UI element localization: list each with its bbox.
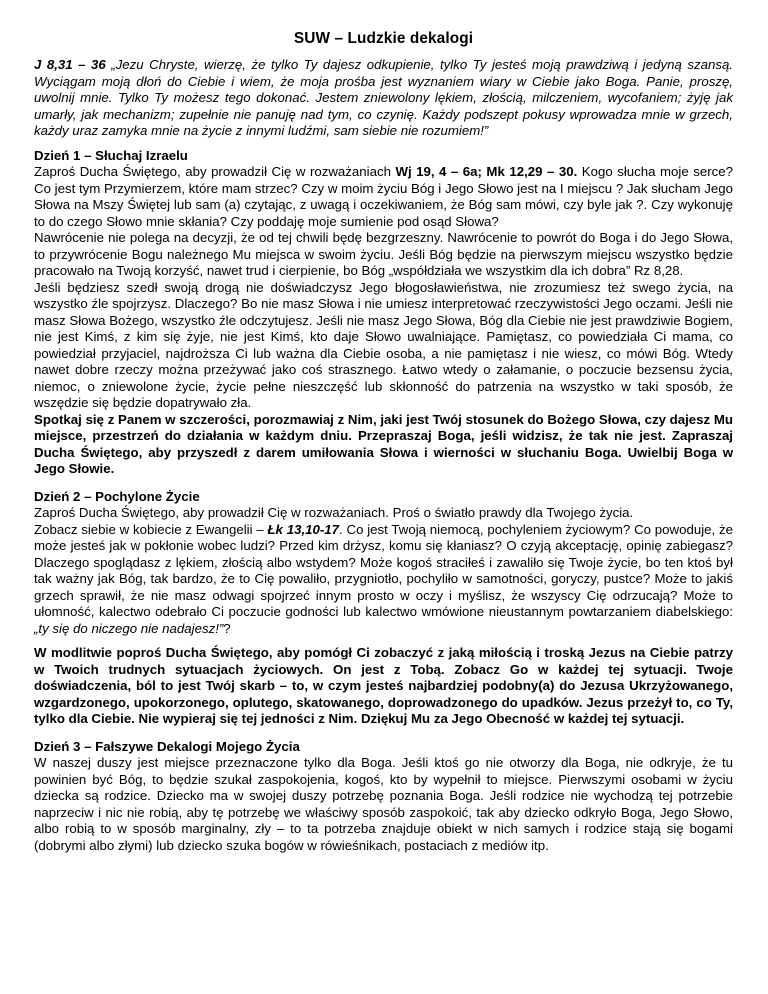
day1-section: [34, 148, 733, 478]
day2-scripture-ref: Łk 13,10-17: [267, 521, 340, 537]
page-title: SUW – Ludzkie dekalogi: [293, 30, 474, 47]
day1-p1-a: Zaproś Ducha Świętego, aby prowadził Cię w rozważaniach: [34, 164, 396, 179]
day3-paragraph-1: W naszej duszy jest miejsce przeznaczone tylko dla Boga. Jeśli ktoś go nie otworzy dla Boga, nie odkryje, że tu powinien być Bóg, to będzie szukał zaspokojenia, kogoś, kto by wypełnił to miejsce. Pierwszymi osobami w życiu dziecka są rodzice. Dziecko ma w swojej duszy potrzebę poznania Boga. Jeśli rodzice nie wychodzą tej potrzebie naprzeciw i nic nie robią, aby tę potrzebę we właściwy sposób zaspokoić, tak aby dziecko odkryło Boga, Jego Słowo, albo robią to w sposób marginalny, zły – to ta potrzeba znajduje obiekt w nich samych i rodzice stają się bogami (dobrymi albo złymi) lub dziecko szuka bogów w rówieśnikach, postaciach z mediów itp.: [34, 755, 733, 853]
intro-prayer: [34, 57, 733, 140]
intro-text: „Jezu Chryste, wierzę, że tylko Ty dajesz odkupienie, tylko Ty jesteś moją prawdziwą i jedyną szansą. Wyciągam moją dłoń do Ciebie i wiem, że moja prośba jest wyznaniem wiary w Ciebie jako Boga. Panie, proszę, uwolnij mnie. Tylko Ty możesz tego dokonać. Jestem zniewolony lękiem, złością, milczeniem, wycofaniem; żyję jak umarły, jak mechanizm; zupełnie nie panuję nad tym, co czynię. Każdy podszept pokusy wprowadza mnie w grzech, każdy uraz zamyka mnie na życie z innymi ludźmi, sam siebie nie rozumiem!”: [34, 57, 734, 138]
day3-section: [34, 739, 733, 855]
day2-quote: „ty się do niczego nie nadajesz!”: [34, 620, 224, 636]
day3-heading: Dzień 3 – Fałszywe Dekalogi Mojego Życia: [34, 738, 300, 754]
day1-paragraph-3: Jeśli będziesz szedł swoją drogą nie doświadczysz Jego błogosławieństwa, nie zrozumiesz też swego życia, na wszystko źle spojrzysz. Dlaczego? Bo nie masz Słowa i nie umiesz interpretować rzeczywistości Jego oczami. Jeśli nie masz Słowa Bożego, wszystko źle odczytujesz. Jeśli nie masz Jego Słowa, Bóg dla Ciebie nie jest prawdziwie Bogiem, nie jest Kimś, z kim się żyje, nie jest Kimś, kto daje Słowo uwalniające. Pamiętasz, co powiedziała Ci mama, co powiedział przyjaciel, najdroższa Ci lub ważna dla Ciebie osoba, a nie pamiętasz i nie wiesz, co mówi Bóg. Wtedy nawet dobre rzeczy można przeżywać jako coś strasznego. Łatwo wtedy o załamanie, o poczucie bezsensu życia, niemoc, o zniewolone życie, życie pełne nieszczęść lub skłonność do patrzenia na wszystko w taki sposób, że wszędzie się będzie dopatrywało zła.: [34, 279, 733, 410]
day2-p2-c: ?: [223, 620, 231, 636]
day1-paragraph-1: [34, 164, 733, 230]
day1-scripture-ref: Wj 19, 4 – 6a; Mk 12,29 – 30.: [395, 164, 578, 179]
day1-p1-b: Kogo słucha moje serce? Co jest tym Przymierzem, które mam strzec? Czy w moim życiu Bóg i Jego Słowo jest na I miejscu ? Jak słucham Jego Słowa na Mszy Świętej lub sam (a) czytając, z uwagą i oczekiwaniem, że Bóg sam mówi, czy byle jak ?. Czy wykonuję to do czego Słowo mnie skłania? Czy poddaję moje sumienie pod osąd Słowa?: [34, 164, 733, 229]
day1-paragraph-4: Spotkaj się z Panem w szczerości, porozmawiaj z Nim, jaki jest Twój stosunek do Bożego Słowa, czy dajesz Mu miejsce, przestrzeń do działania w każdym dniu. Przepraszaj Boga, jeśli widzisz, że tak nie jest. Zapraszaj Ducha Świętego, aby przyszedł z darem umiłowania Słowa i wierności w słuchaniu Boga. Uwielbij Boga w Jego Słowie.: [34, 411, 733, 476]
intro-scripture-ref: J 8,31 – 36: [34, 57, 106, 72]
day2-heading: Dzień 2 – Pochylone Życie: [34, 488, 200, 504]
day2-p2-a: Zobacz siebie w kobiecie z Ewangelii –: [34, 521, 268, 537]
day1-heading: Dzień 1 – Słuchaj Izraelu: [34, 147, 188, 163]
day1-paragraph-2: Nawrócenie nie polega na decyzji, że od tej chwili będę bezgrzeszny. Nawrócenie to powrót do Boga i do Jego Słowa, to przywrócenie Bogu należnego Mu miejsca w swoim życiu. Jeśli Bóg będzie na pierwszym miejscu wszystko będzie pracowało na Twoją korzyść, nawet trud i cierpienie, bo Bóg „współdziała we wszystkim dla ich dobra” Rz 8,28.: [34, 230, 733, 278]
day2-paragraph-3: W modlitwie poproś Ducha Świętego, aby pomógł Ci zobaczyć z jaką miłością i troską Jezus na Ciebie patrzy w Twoich trudnych sytuacjach życiowych. On jest z Tobą. Zobacz Go w każdej tej sytuacji. Twoje doświadczenia, ból to jest Twój skarb – to, w czym jesteś najbardziej podobny(a) do Jezusa Ukrzyżowanego, wzgardzonego, upokorzonego, oplutego, skatowanego, doprowadzonego do upadków. Jezus przeżył to, co Ty, tylko dla Ciebie. Nie wypieraj się tej jedności z Nim. Dziękuj Mu za Jego Obecność w każdej tej sytuacji.: [34, 645, 733, 726]
day2-paragraph-1: Zaproś Ducha Świętego, aby prowadził Cię w rozważaniach. Proś o światło prawdy dla Twojego życia.: [34, 505, 634, 520]
day2-section: [34, 489, 733, 728]
day2-paragraph-2: [34, 522, 733, 638]
day2-p2-b: . Co jest Twoją niemocą, pochyleniem życiowym? Co powoduje, że może jesteś jak w pokłonie wobec ludzi? Przed kim drżysz, komu się kłaniasz? O czyją akceptację, opinię zabiegasz? Dlaczego spoglądasz z lękiem, złością albo wstydem? Może kogoś straciłeś i zawaliło się Twoje życie, bo ten ktoś był tak ważny jak Bóg, tak bardzo, że to Cię powaliło, przygniotło, pochyliło w samotności, goryczy, pustce? Może to jakiś grzech sprawił, że nie masz odwagi spojrzeć innym prosto w oczy i myślisz, że wszyscy Cię odrzucają? Może to ułomność, kalectwo odebrało Ci poczucie godności lub kalectwo wmówione nieustannym powtarzaniem diabelskiego:: [34, 521, 733, 619]
